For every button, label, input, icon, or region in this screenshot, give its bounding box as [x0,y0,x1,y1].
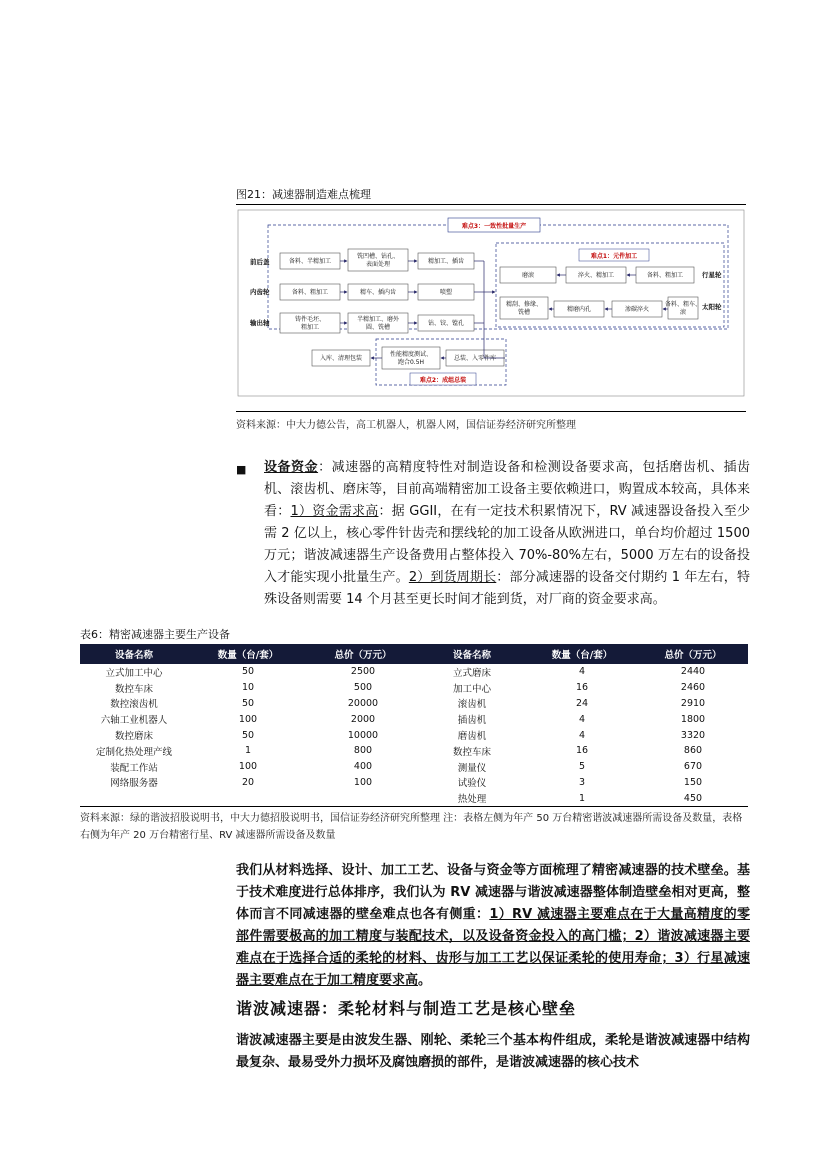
table-cell: 100 [238,761,258,773]
column-header: 数量（台/套） [188,644,308,664]
table-cell [188,790,308,806]
paragraph-text: ：减速器的高精度特性对制造设备和检测设备要求高，包括磨齿机、插齿机、滚齿机、磨床等，目前高端精密加工设备主要依赖进口，购置成本较高，具体来看： [264,460,750,519]
process-box-label: 性能精度测试、 [389,351,433,358]
row-label: 前后盖 [250,258,270,266]
process-box-label: 精车、插内齿 [359,289,397,296]
table-cell: 2910 [680,697,706,709]
difficulty1-label: 难点1：元件加工 [590,253,638,260]
table-cell: 数控车床 [114,683,153,695]
table-cell: 16 [575,682,589,694]
table-cell: 网络服务器 [110,778,158,790]
row-label: 太阳轮 [702,303,722,311]
table-cell: 2000 [350,713,376,725]
table-row [80,775,748,791]
table-cell: 插齿机 [457,715,487,727]
column-header: 数量（台/套） [526,644,638,664]
table-row [80,727,748,743]
table-cell: 400 [353,761,373,773]
column-header: 总价（万元） [638,644,748,664]
table-cell: 24 [575,697,589,709]
figure-bottom-rule [236,411,746,412]
table-cell: 3320 [680,729,706,741]
paragraph-text: 我们从材料选择、设计、加工工艺、设备与资金等方面梳理了精密减速器的技术壁垒。基于技术难度进行总体排序，我们认为 RV 减速器与谐波减速器整体制造壁垒相对更高，整体而言不同减速器的壁垒难点也各有侧重： [236,863,750,922]
table-cell: 3 [578,776,586,788]
process-box-label: 渗碳淬火 [624,306,650,313]
bullet-icon: ■ [236,463,247,476]
process-box-label: 滚 [679,309,687,316]
figure-title: 图21：减速器制造难点梳理 [236,188,371,201]
table-header-row [80,644,748,664]
table-row [80,711,748,727]
process-box-label: 精刮、修缘、 [505,301,543,308]
table-row [80,743,748,759]
table-cell: 50 [241,697,255,709]
table-cell: 150 [683,776,703,788]
table-cell: 数控车床 [452,746,491,758]
table-cell: 20000 [347,697,379,709]
table-row [80,680,748,696]
table-cell: 立式加工中心 [105,667,163,679]
figure-source: 资料来源：中大力德公告，高工机器人，机器人网，国信证券经济研究所整理 [236,420,576,431]
difficulty3-label: 难点3：一致性批量生产 [461,223,527,230]
process-box-label: 精磨内孔 [566,306,592,313]
table-cell: 5 [578,761,586,773]
table-row [80,759,748,775]
paragraph-underline: 1）RV 减速器主要难点在于大量高精度的零部件需要极高的加工精度与装配技术，以及设备资金投入的高门槛；2）谐波减速器主要难点在于选择合适的柔轮的材料、齿形与加工工艺以保证柔轮的使用寿命；3）行星减速器主要难点在于加工精度要求高 [236,907,750,988]
table-source: 资料来源：绿的谐波招股说明书，中大力德招股说明书，国信证券经济研究所整理 注：表格左侧为年产 50 万台精密谐波减速器所需设备及数量，表格右侧为年产 20 万台精密行星、RV 减速器所需设备及数量 [80,813,743,841]
table-cell [80,790,188,806]
barrier-summary-paragraph [236,860,750,992]
table-cell: 500 [353,682,373,694]
table-cell: 1 [244,745,252,757]
manufacturing-difficulty-diagram [236,207,746,407]
table-cell: 2440 [680,666,706,678]
process-box-label: 粗加工 [300,324,320,331]
process-box-label: 铸件毛坯、 [294,316,326,323]
table-cell: 50 [241,729,255,741]
table-cell: 定制化热处理产线 [95,746,172,758]
process-box-label: 精加工、插齿 [427,258,465,265]
table-cell: 1 [526,790,638,806]
table-cell: 1800 [680,713,706,725]
table-cell: 100 [238,713,258,725]
paragraph-term: 设备资金 [264,460,319,475]
table-cell: 测量仪 [457,762,487,774]
row-label: 输出轴 [250,319,270,327]
table-cell: 滚齿机 [457,699,487,711]
process-box-label: 入库、清理包装 [319,355,363,362]
table-cell: 10000 [347,729,379,741]
figure-top-rule [236,204,746,205]
table-cell: 数控滚齿机 [110,699,158,711]
process-box-label: 铣槽 [517,309,531,316]
paragraph-underline: 1）资金需求高 [290,504,379,519]
table-cell: 100 [353,776,373,788]
process-box-label: 圆、铣槽 [365,324,391,331]
table-cell: 50 [241,666,255,678]
harmonic-reducer-paragraph: 谐波减速器主要是由波发生器、刚轮、柔轮三个基本构件组成，柔轮是谐波减速器中结构最复杂、最易受外力损坏及腐蚀磨损的部件，是谐波减速器的核心技术 [236,1033,750,1070]
paragraph-text: 。 [418,973,432,988]
column-header: 总价（万元） [308,644,418,664]
row-label: 行星轮 [702,271,722,279]
section-heading: 谐波减速器：柔轮材料与制造工艺是核心壁垒 [236,999,577,1018]
process-box-label: 表面处理 [365,261,391,268]
table-cell: 装配工作站 [110,762,158,774]
table-row [80,664,748,680]
table-cell: 2460 [680,682,706,694]
table-cell: 六轴工业机器人 [100,715,168,727]
table-row [80,790,748,806]
paragraph-underline: 2）到货周期长 [408,570,497,585]
process-box-label: 半精加工、磨外 [356,316,400,323]
table-cell: 4 [578,729,586,741]
process-box-label: 总装、入零件库 [453,355,497,362]
table-cell: 加工中心 [452,683,491,695]
table-cell: 热处理 [418,790,526,806]
table-cell: 立式磨床 [452,667,491,679]
table-title: 表6：精密减速器主要生产设备 [80,628,230,641]
process-box-label: 备料、半精加工 [288,258,332,265]
table-cell: 450 [638,790,748,806]
table-cell: 磨齿机 [457,731,487,743]
equipment-table [80,644,748,807]
table-cell: 860 [683,745,703,757]
table-cell: 数控磨床 [114,731,153,743]
table-cell: 试验仪 [457,778,487,790]
table-cell: 2500 [350,666,376,678]
table-row [80,696,748,712]
table-cell: 800 [353,745,373,757]
process-box-label: 钻、铰、镗孔 [427,320,465,327]
column-header: 设备名称 [80,644,188,664]
difficulty2-label: 难点2：成组总装 [419,377,467,384]
paragraph-text: ：据 GGII，在有一定技术积累情况下，RV 减速器设备投入至少需 2 亿以上，核心零件针齿壳和摆线轮的加工设备从欧洲进口，单台均价超过 1500 万元；谐波减速器生产设备费用占整体投入 70%-80%左右，5000 万左右的设备投入才能实现小批量生产。 [264,504,750,585]
row-label: 内齿轮 [250,288,270,296]
table-cell: 4 [578,713,586,725]
process-box-label: 跑合0.5H [397,359,425,366]
process-box-label: 备料、粗加工 [291,289,329,296]
process-box-label: 磨滚 [521,272,535,279]
process-box-label: 铣凹槽、钻孔、 [356,253,400,260]
column-header: 设备名称 [418,644,526,664]
process-box-label: 淬火、精加工 [577,272,615,279]
paragraph-text: ：部分减速器的设备交付期约 1 年左右，特殊设备则需要 14 个月甚至更长时间才能到货，对厂商的资金要求高。 [264,570,750,607]
table-cell: 10 [241,682,255,694]
table-cell: 16 [575,745,589,757]
table-cell: 4 [578,666,586,678]
process-box-label: 备料、粗车、 [664,301,702,308]
equipment-capital-paragraph [236,457,750,611]
table-cell: 670 [683,761,703,773]
table-cell [308,790,418,806]
process-box-label: 备料、粗加工 [646,272,684,279]
process-box-label: 喷塑 [439,289,453,296]
table-cell: 20 [241,776,255,788]
